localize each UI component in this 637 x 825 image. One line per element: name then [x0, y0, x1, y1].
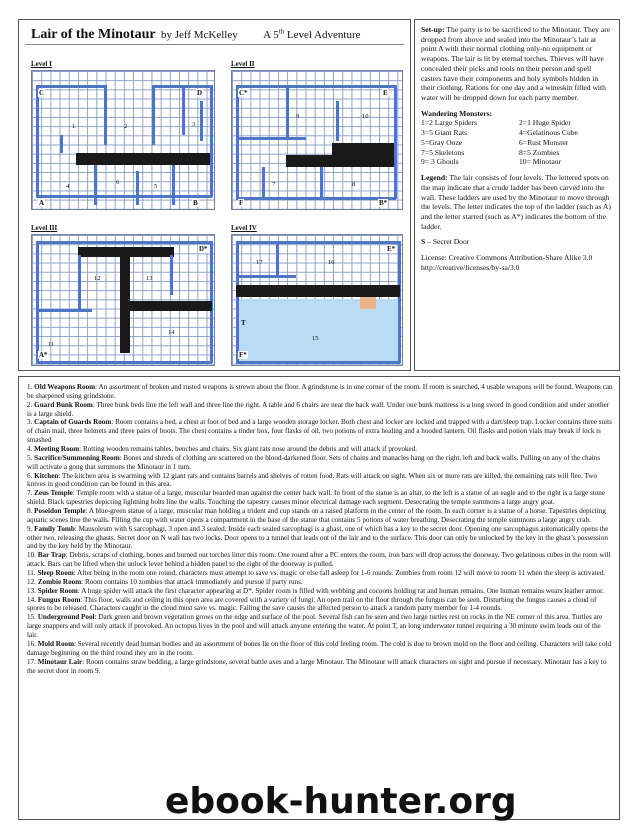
ladder-b: B — [193, 199, 198, 207]
room-label: 7 — [272, 181, 276, 188]
room-entry: 16. Mold Room: Several recently dead human bodies and an assortment of bones lie on the floor of this cold feeling room. The cold is due to brown mold on the floor and ceiling. Characters will take cold damage beginning on the third round they are in the room. — [27, 639, 612, 657]
wm-entry: 1=2 Large Spiders — [421, 118, 478, 128]
wm-entry: 5=Gray Ooze — [421, 137, 463, 147]
room-name: Sacrifice/Summoning Room — [34, 453, 120, 462]
wm-entry: 3=5 Giant Rats — [421, 128, 468, 138]
room-label: 4 — [66, 183, 70, 190]
room-name: Family Tomb — [34, 524, 75, 533]
level-1-label: Level I — [31, 60, 52, 68]
room-entry: 1. Old Weapons Room: An assortment of broken and rusted weapons is strewn about the floor. A grindstone is in one corner of the room. If room is searched, 4 usable weapons will be found. Weapons can be sharpened using grindstone. — [27, 383, 613, 400]
ladder-d: D — [197, 89, 203, 97]
wall — [398, 241, 401, 363]
turtle-rocks — [360, 297, 376, 309]
room-label: 6 — [116, 179, 120, 186]
level-3-label: Level III — [31, 224, 58, 232]
level-4-map — [231, 234, 403, 366]
level-1-map — [31, 70, 215, 210]
wall — [36, 241, 39, 363]
room-label: 12 — [94, 275, 101, 282]
room-entry: 3. Captain of Guards Room: Room contains a bed, a chest at foot of bed and a large wooden storage locker. Both chest and locker are locked and trapped with a dart/sleep trap. Locker contains three suits of chain mail, three helmets and three pairs of boots. The chest contains a tinder box, four flasks of oil, two potions of extra healing and a hooded lantern. Oil flasks and potion vials may break if lock is smashed — [27, 418, 612, 445]
wall — [200, 101, 203, 141]
wall — [182, 85, 185, 135]
wall — [120, 247, 130, 353]
wall — [130, 301, 212, 311]
wall — [36, 309, 92, 312]
wall — [236, 137, 306, 140]
room-entry: 4. Meeting Room: Rotting wooden remains tables, benches and chairs. Six giant rats nose around the debris and will attack if provoked. — [27, 445, 418, 454]
wall — [262, 167, 265, 197]
setup-heading: Set-up: — [421, 25, 445, 34]
wm-entry: 10= Minotaur — [519, 157, 562, 167]
wall — [236, 285, 400, 297]
wall — [152, 85, 155, 145]
room-name: Guard Bunk Room — [34, 400, 93, 409]
wall — [336, 101, 339, 141]
wm-entry: 7=5 Skeletons — [421, 147, 465, 157]
wall — [136, 171, 139, 205]
room-entry: 13. Spider Room: A huge spider will attack the first character appearing at D*. Spider room is filled with webbing and cocoons holding rat and human remains. One human remains wears leather armor. — [27, 586, 604, 595]
room-name: Kitchen — [34, 471, 59, 480]
wall — [320, 167, 323, 199]
room-entry: 7. Zeus Temple: Temple room with a statue of a large, muscular bearded man against the center back wall. In front of the statue is an altar, to the left is a statue of an eagle and to the right is a large stone shield. Black tapestries depicting lightning bolts line the walls. Touching the tapestry causes minor electrical damage each segment. Desecrating the temple summons a large angry goat. — [27, 489, 606, 507]
room-name: Zombie Room — [37, 577, 82, 586]
wall — [94, 165, 97, 205]
ladder-b-star: B* — [379, 199, 388, 207]
wall — [236, 197, 396, 200]
room-name: Captain of Guards Room — [34, 418, 112, 427]
room-name: Minotaur Lair — [37, 657, 83, 666]
wall — [236, 85, 239, 199]
watermark: ebook-hunter.org — [165, 781, 517, 822]
wall — [78, 255, 81, 309]
legend-heading: Legend: — [421, 173, 448, 183]
wall — [60, 135, 63, 153]
room-name: Sleep Room — [37, 569, 74, 578]
title-subtitle: A 5th Level Adventure — [263, 27, 361, 41]
room-entry: 8. Poseidon Temple: A blue-green statue of a large, muscular man holding a trident and cup stands on a raised platform in the center of the room. In each corner is a statue of a horse. Tapestries depicting aquatic scenes line the walls. Filling the cup with water opens a compartment in the base of the statue that contains 5 potions of water breathing. Desecrating the temple summons a large angry crab. — [27, 507, 606, 524]
wall — [104, 85, 107, 145]
page-title — [31, 26, 361, 43]
room-label: 11 — [48, 341, 55, 348]
wandering-monsters-table — [421, 118, 613, 167]
title-main: Lair of the Minotaur — [31, 27, 156, 42]
room-entry: 14. Fungus Room: This floor, walls and ceiling in this open area are covered with a variety of fungi. An open trail on the floor through the fungus can be seen. Disturbing the fungus causes a cloud of spores to be released. Characters caught in the cloud must save vs. magic. Failing the save causes the affected person to attack a random party member for 1-4 rounds. — [27, 595, 597, 613]
room-name: Fungus Room — [37, 595, 81, 604]
wm-entry: 9= 3 Ghouls — [421, 157, 459, 167]
room-name: Mold Room — [37, 639, 75, 648]
wall — [170, 255, 173, 295]
room-name: Bar Trap — [37, 551, 66, 560]
ladder-f: F — [239, 199, 244, 207]
wall — [36, 195, 212, 198]
room-entry: 2. Guard Bunk Room: Three bunk beds line the left wall and three line the right. A table and 6 chairs are near the back wall. Under one bunk mattress is a long sword in good condition and under another is a large shield. — [27, 400, 610, 418]
room-descriptions — [18, 376, 620, 820]
room-entry: 10. Bar Trap: Debris, scraps of clothing, bones and burned out torches litter this room. One round after a PC enters the room, iron bars will drop across the doorway. Two gelatinous cubes in the room will attack. Bars can be lifted when the unlock lever behind a hidden panel to the right of the doorway is pulled. — [27, 551, 611, 569]
room-label: 1 — [72, 123, 76, 130]
level-3-map — [31, 234, 215, 366]
room-entry: 6. Kitchen: The kitchen area is swarming with 12 giant rats and contains barrels and shelves of rotten food. Rats will attack on sight. When six or more rats are killed, the remaining rats will flee. Two knives in good condition can be found in this area. — [27, 471, 598, 489]
room-label: 9 — [296, 113, 300, 120]
setup-paragraph: Set-up: The party is to be sacrificed to the Minotaur. They are dropped from above and sealed into the Minotaur’s lair at point A with their normal clothing only-no equipment or weapons. The lair is lit by eternal torches. Thieves will have concealed their picks and tools on their person and spell casters have their components and holy symbols hidden in their clothing. Rations for one day and a wineskin filled with water will be dropped down for each party member. — [421, 25, 611, 103]
room-name: Underground Pool — [37, 613, 95, 622]
room-label: 17 — [256, 259, 263, 266]
ladder-f-star: F* — [239, 351, 247, 359]
title-divider — [25, 44, 404, 45]
secret-door-key: S – Secret Door — [421, 237, 470, 247]
wall — [286, 155, 394, 167]
wall — [286, 85, 289, 139]
wall — [332, 143, 394, 155]
wall — [236, 241, 400, 244]
wall — [36, 85, 104, 88]
wandering-monsters-heading: Wandering Monsters: — [421, 108, 493, 118]
room-name: Meeting Room — [34, 445, 80, 454]
ladder-a-star: A* — [39, 351, 48, 359]
setup-panel — [414, 19, 620, 371]
room-label: 14 — [168, 329, 175, 336]
room-label: 10 — [362, 113, 369, 120]
room-label: 3 — [192, 121, 196, 128]
wall — [36, 241, 212, 244]
wall — [172, 165, 175, 205]
wm-entry: 2=1 Huge Spider — [519, 118, 571, 128]
room-label: 5 — [154, 183, 158, 190]
wall — [76, 153, 210, 165]
room-entry: 17. Minotaur Lair: Room contains straw bedding, a large grindstone, several battle axes and a large Minotaur. The Minotaur will attack characters on sight and pursue if necessary. Minotaur has a key to the secret door in room 9. — [27, 657, 607, 675]
level-4-label: Level IV — [231, 224, 257, 232]
wall — [236, 275, 296, 278]
wall — [276, 241, 279, 277]
room-name: Poseidon Temple — [34, 507, 86, 516]
ladder-c-star: C* — [239, 89, 248, 97]
tunnel-point-t: T — [241, 319, 246, 327]
ladder-e-star: E* — [387, 245, 396, 253]
room-entry: 11. Sleep Room: After being in the room one round, characters must attempt to save vs. magic or else fall asleep for 1-6 rounds. Zombies from room 12 will move to room 11 when the sleep is activated. — [27, 569, 606, 578]
wm-entry: 4=Gelatinous Cube — [519, 128, 578, 138]
room-name: Zeus Temple — [34, 489, 73, 498]
title-author: by Jeff McKelley — [160, 29, 238, 41]
ladder-e: E — [383, 89, 388, 97]
wall — [394, 85, 397, 199]
ladder-d-star: D* — [199, 245, 208, 253]
wm-entry: 8=5 Zombies — [519, 147, 560, 157]
wall — [236, 361, 400, 364]
wall — [236, 241, 239, 363]
ladder-c: C — [39, 89, 45, 97]
room-label: 8 — [352, 181, 356, 188]
room-label: 16 — [328, 259, 335, 266]
room-label: 15 — [312, 335, 319, 342]
wall — [36, 85, 39, 197]
ladder-a: A — [39, 199, 45, 207]
wm-entry: 6=Rust Monster — [519, 137, 569, 147]
map-panel — [18, 19, 411, 371]
level-2-map — [231, 70, 403, 210]
level-2-label: Level II — [231, 60, 255, 68]
room-entry: 5. Sacrifice/Summoning Room: Bones and shreds of clothing are scattered on the blood-darkened floor. Sets of chains and manacles hang on the right, left and back walls. Pulling on any of the chains will activate a gong that summons the Minotaur in 1 turn. — [27, 453, 601, 471]
rooms-list — [27, 383, 613, 675]
room-entry: 9. Family Tomb: Mausoleum with 6 sarcophagi, 3 open and 3 sealed. Inside each sealed sarcophagi is a ghast, one of which has a key to the secret door. Opening one sarcophagus automatically opens the other two, releasing the ghasts. Secret door on N wall has two locks. Door opens to a tunnel that leads out of the lair and to the surface. This door can only be unlocked by the key in the ghast’s possession and by the key held by the Minotaur. — [27, 524, 609, 551]
room-name: Old Weapons Room — [34, 383, 96, 391]
room-name: Spider Room — [37, 586, 78, 595]
room-label: 2 — [124, 123, 128, 130]
room-label: 13 — [146, 275, 153, 282]
room-entry: 12. Zombie Room: Room contains 10 zombies that attack immediately and pursue if party runs. — [27, 577, 303, 586]
wall — [210, 85, 213, 197]
license-text: License: Creative Commons Attribution-Share Alike 3.0 http://creative/licenses/by-sa/3.0 — [421, 253, 593, 272]
room-entry: 15. Underground Pool: Dark green and brown vegetation grows on the edge and surface of the pool. Several fish can be seen and two large turtles rest on rocks in the NE corner of this area. Turtles are large snappers and will only attack if provoked. An octopus lives in the pool and will attack anyone entering the water. At point T, an long underwater tunnel requiring a 30 minute swim leads out of the lair. — [27, 613, 603, 640]
legend-paragraph: Legend: The lair consists of four levels. The lettered spots on the map indicate that a crude ladder has been carved into the wall. These ladders are used by the Minotaur to move through the levels. The letter indicates the top of the ladder (such as A) and the letter starred (such as A*) indicates the bottom of the ladder. — [421, 173, 611, 231]
wall — [36, 361, 212, 364]
wall — [236, 85, 396, 88]
